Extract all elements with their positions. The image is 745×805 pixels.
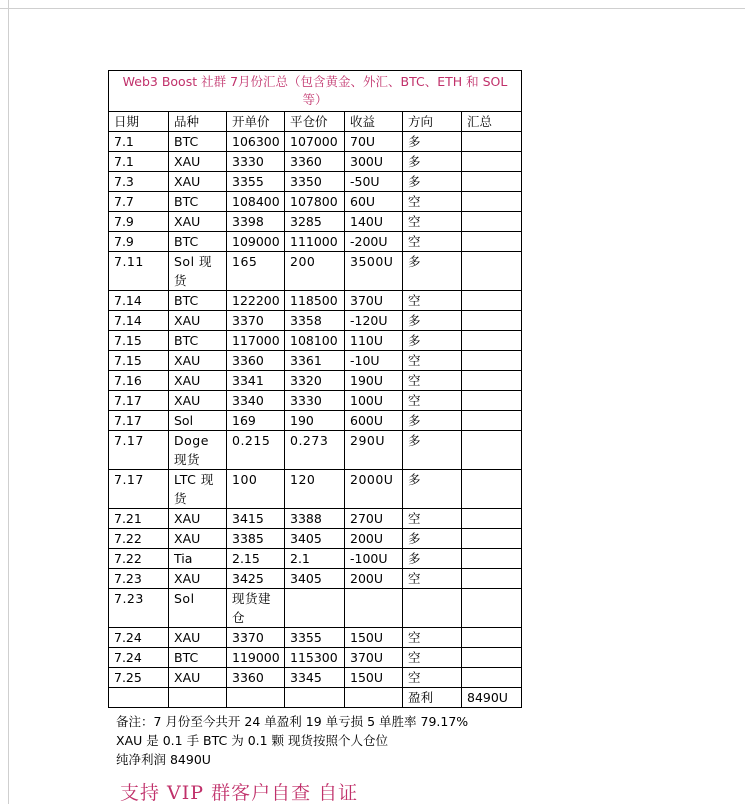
cell-profit: 190U <box>345 371 403 391</box>
cell-direction: 多 <box>403 411 462 431</box>
header-date: 日期 <box>109 112 169 132</box>
note-line-2: XAU 是 0.1 手 BTC 为 0.1 颗 现货按照个人仓位 <box>116 733 389 748</box>
cell-close-price: 2.1 <box>285 549 345 569</box>
cell-profit: -50U <box>345 172 403 192</box>
table-row <box>109 311 522 331</box>
cell-direction: 多 <box>403 529 462 549</box>
table-row <box>109 172 522 192</box>
table-row <box>109 132 522 152</box>
cell-date: 7.21 <box>109 509 169 529</box>
cell-date: 7.17 <box>109 431 169 470</box>
cell-close-price: 120 <box>285 470 345 509</box>
cell-direction: 多 <box>403 549 462 569</box>
cell-date: 7.16 <box>109 371 169 391</box>
cell-open-price: 3370 <box>227 628 285 648</box>
cell-open-price: 3398 <box>227 212 285 232</box>
cell-close-price: 107800 <box>285 192 345 212</box>
cell-date: 7.14 <box>109 311 169 331</box>
cell-close-price: 3285 <box>285 212 345 232</box>
cell-direction: 空 <box>403 371 462 391</box>
total-label: 盈利 <box>403 688 462 708</box>
cell-open-price: 3341 <box>227 371 285 391</box>
total-row <box>109 688 522 708</box>
cell-close-price: 3360 <box>285 152 345 172</box>
note-line-3: 纯净利润 8490U <box>116 752 211 767</box>
cell-summary <box>462 351 522 371</box>
cell-date: 7.1 <box>109 132 169 152</box>
cell-profit: 60U <box>345 192 403 212</box>
cell-direction: 多 <box>403 152 462 172</box>
cell-profit: 70U <box>345 132 403 152</box>
cell-date: 7.25 <box>109 668 169 688</box>
cell-close-price: 3405 <box>285 569 345 589</box>
cell-asset: XAU <box>169 529 227 549</box>
cell-asset: XAU <box>169 311 227 331</box>
cell-date: 7.23 <box>109 569 169 589</box>
cell-summary <box>462 331 522 351</box>
header-direction: 方向 <box>403 112 462 132</box>
cell-summary <box>462 529 522 549</box>
cell-direction: 空 <box>403 212 462 232</box>
cell-asset: XAU <box>169 351 227 371</box>
cell-direction: 空 <box>403 391 462 411</box>
cell-open-price: 3370 <box>227 311 285 331</box>
cell-summary <box>462 569 522 589</box>
cell-summary <box>462 509 522 529</box>
table-row <box>109 569 522 589</box>
monthly-summary-table <box>108 70 522 708</box>
cell-summary <box>462 470 522 509</box>
cell-profit: -120U <box>345 311 403 331</box>
table-row <box>109 431 522 470</box>
cell-profit: 290U <box>345 431 403 470</box>
cell-profit: 300U <box>345 152 403 172</box>
cell-asset: LTC 现货 <box>169 470 227 509</box>
cell-open-price: 3355 <box>227 172 285 192</box>
cell-direction: 多 <box>403 331 462 351</box>
support-slogan: 支持 VIP 群客户自查 自证 <box>120 782 359 804</box>
total-value: 8490U <box>462 688 522 708</box>
cell-close-price: 0.273 <box>285 431 345 470</box>
cell-open-price: 3340 <box>227 391 285 411</box>
cell-date: 7.9 <box>109 212 169 232</box>
cell-summary <box>462 192 522 212</box>
cell-summary <box>462 212 522 232</box>
cell-profit: 150U <box>345 668 403 688</box>
table-row <box>109 371 522 391</box>
table-row <box>109 232 522 252</box>
cell-asset: BTC <box>169 648 227 668</box>
table-row <box>109 589 522 628</box>
cell-close-price: 3350 <box>285 172 345 192</box>
cell-profit: 3500U <box>345 252 403 291</box>
table-row <box>109 549 522 569</box>
cell-open-price: 106300 <box>227 132 285 152</box>
cell-open-price: 117000 <box>227 331 285 351</box>
cell-close-price: 3361 <box>285 351 345 371</box>
empty-cell <box>227 688 285 708</box>
cell-direction: 空 <box>403 648 462 668</box>
cell-date: 7.22 <box>109 549 169 569</box>
header-row <box>109 112 522 132</box>
table-row <box>109 648 522 668</box>
cell-close-price: 115300 <box>285 648 345 668</box>
cell-profit: -200U <box>345 232 403 252</box>
table-row <box>109 411 522 431</box>
cell-open-price: 现货建仓 <box>227 589 285 628</box>
cell-close-price: 111000 <box>285 232 345 252</box>
cell-direction: 多 <box>403 431 462 470</box>
cell-asset: BTC <box>169 291 227 311</box>
cell-asset: XAU <box>169 212 227 232</box>
cell-profit: 100U <box>345 391 403 411</box>
table-row <box>109 331 522 351</box>
cell-close-price: 118500 <box>285 291 345 311</box>
cell-date: 7.3 <box>109 172 169 192</box>
cell-profit: 150U <box>345 628 403 648</box>
cell-date: 7.23 <box>109 589 169 628</box>
cell-close-price: 3358 <box>285 311 345 331</box>
cell-direction: 空 <box>403 351 462 371</box>
header-summary: 汇总 <box>462 112 522 132</box>
cell-open-price: 3360 <box>227 668 285 688</box>
cell-profit: 600U <box>345 411 403 431</box>
table-row <box>109 509 522 529</box>
page-top-border <box>0 8 745 9</box>
cell-date: 7.17 <box>109 411 169 431</box>
cell-asset: XAU <box>169 172 227 192</box>
cell-direction: 多 <box>403 252 462 291</box>
cell-summary <box>462 431 522 470</box>
cell-date: 7.24 <box>109 648 169 668</box>
cell-direction: 空 <box>403 291 462 311</box>
cell-asset: XAU <box>169 371 227 391</box>
table-row <box>109 628 522 648</box>
cell-asset: BTC <box>169 232 227 252</box>
cell-open-price: 165 <box>227 252 285 291</box>
cell-profit: 110U <box>345 331 403 351</box>
cell-date: 7.22 <box>109 529 169 549</box>
cell-summary <box>462 648 522 668</box>
cell-asset: BTC <box>169 132 227 152</box>
cell-asset: Doge 现货 <box>169 431 227 470</box>
cell-direction <box>403 589 462 628</box>
table-row <box>109 212 522 232</box>
cell-open-price: 0.215 <box>227 431 285 470</box>
cell-summary <box>462 132 522 152</box>
cell-date: 7.17 <box>109 391 169 411</box>
header-profit: 收益 <box>345 112 403 132</box>
cell-date: 7.15 <box>109 351 169 371</box>
cell-summary <box>462 152 522 172</box>
header-asset: 品种 <box>169 112 227 132</box>
cell-direction: 空 <box>403 628 462 648</box>
cell-date: 7.14 <box>109 291 169 311</box>
table-row <box>109 291 522 311</box>
cell-asset: Sol <box>169 411 227 431</box>
empty-cell <box>109 688 169 708</box>
cell-profit: 270U <box>345 509 403 529</box>
cell-summary <box>462 311 522 331</box>
cell-asset: Sol <box>169 589 227 628</box>
cell-profit: 370U <box>345 648 403 668</box>
cell-close-price: 3330 <box>285 391 345 411</box>
cell-summary <box>462 411 522 431</box>
cell-direction: 空 <box>403 232 462 252</box>
note-line-1: 备注：7 月份至今共开 24 单盈利 19 单亏损 5 单胜率 79.17% <box>116 714 469 729</box>
cell-asset: Sol 现货 <box>169 252 227 291</box>
cell-close-price: 3320 <box>285 371 345 391</box>
cell-asset: BTC <box>169 331 227 351</box>
cell-direction: 多 <box>403 311 462 331</box>
cell-summary <box>462 252 522 291</box>
cell-date: 7.9 <box>109 232 169 252</box>
cell-asset: BTC <box>169 192 227 212</box>
cell-date: 7.24 <box>109 628 169 648</box>
cell-asset: XAU <box>169 509 227 529</box>
table-row <box>109 192 522 212</box>
cell-open-price: 3415 <box>227 509 285 529</box>
cell-direction: 多 <box>403 172 462 192</box>
cell-summary <box>462 371 522 391</box>
cell-date: 7.7 <box>109 192 169 212</box>
cell-summary <box>462 589 522 628</box>
cell-direction: 空 <box>403 509 462 529</box>
cell-profit: 2000U <box>345 470 403 509</box>
cell-date: 7.15 <box>109 331 169 351</box>
cell-close-price: 3355 <box>285 628 345 648</box>
cell-open-price: 3330 <box>227 152 285 172</box>
cell-close-price: 3388 <box>285 509 345 529</box>
table-row <box>109 252 522 291</box>
cell-summary <box>462 668 522 688</box>
cell-close-price: 107000 <box>285 132 345 152</box>
cell-date: 7.1 <box>109 152 169 172</box>
cell-open-price: 3425 <box>227 569 285 589</box>
cell-close-price: 190 <box>285 411 345 431</box>
cell-close-price: 3345 <box>285 668 345 688</box>
cell-asset: XAU <box>169 391 227 411</box>
cell-direction: 空 <box>403 668 462 688</box>
table-row <box>109 152 522 172</box>
cell-open-price: 109000 <box>227 232 285 252</box>
cell-open-price: 122200 <box>227 291 285 311</box>
header-close-price: 平仓价 <box>285 112 345 132</box>
table-row <box>109 668 522 688</box>
cell-summary <box>462 391 522 411</box>
cell-close-price: 200 <box>285 252 345 291</box>
cell-asset: XAU <box>169 628 227 648</box>
cell-open-price: 3360 <box>227 351 285 371</box>
empty-cell <box>285 688 345 708</box>
empty-cell <box>345 688 403 708</box>
cell-summary <box>462 628 522 648</box>
cell-direction: 多 <box>403 470 462 509</box>
cell-profit: 140U <box>345 212 403 232</box>
table-title: Web3 Boost 社群 7月份汇总（包含黄金、外汇、BTC、ETH 和 SOL 等） <box>109 71 522 112</box>
cell-summary <box>462 291 522 311</box>
notes-block <box>116 712 468 769</box>
cell-asset: XAU <box>169 152 227 172</box>
cell-profit <box>345 589 403 628</box>
cell-open-price: 169 <box>227 411 285 431</box>
cell-profit: -100U <box>345 549 403 569</box>
cell-profit: 200U <box>345 569 403 589</box>
table-row <box>109 391 522 411</box>
cell-direction: 多 <box>403 132 462 152</box>
table-row <box>109 470 522 509</box>
cell-date: 7.17 <box>109 470 169 509</box>
cell-summary <box>462 232 522 252</box>
table-row <box>109 351 522 371</box>
cell-open-price: 2.15 <box>227 549 285 569</box>
cell-profit: 370U <box>345 291 403 311</box>
cell-profit: 200U <box>345 529 403 549</box>
cell-direction: 空 <box>403 192 462 212</box>
cell-summary <box>462 549 522 569</box>
cell-close-price: 3405 <box>285 529 345 549</box>
cell-open-price: 119000 <box>227 648 285 668</box>
cell-open-price: 3385 <box>227 529 285 549</box>
cell-date: 7.11 <box>109 252 169 291</box>
cell-profit: -10U <box>345 351 403 371</box>
cell-asset: XAU <box>169 668 227 688</box>
page-left-border <box>8 0 9 804</box>
table-row <box>109 529 522 549</box>
cell-asset: Tia <box>169 549 227 569</box>
cell-summary <box>462 172 522 192</box>
cell-open-price: 108400 <box>227 192 285 212</box>
cell-asset: XAU <box>169 569 227 589</box>
cell-close-price: 108100 <box>285 331 345 351</box>
cell-close-price <box>285 589 345 628</box>
cell-direction: 空 <box>403 569 462 589</box>
header-open-price: 开单价 <box>227 112 285 132</box>
empty-cell <box>169 688 227 708</box>
cell-open-price: 100 <box>227 470 285 509</box>
